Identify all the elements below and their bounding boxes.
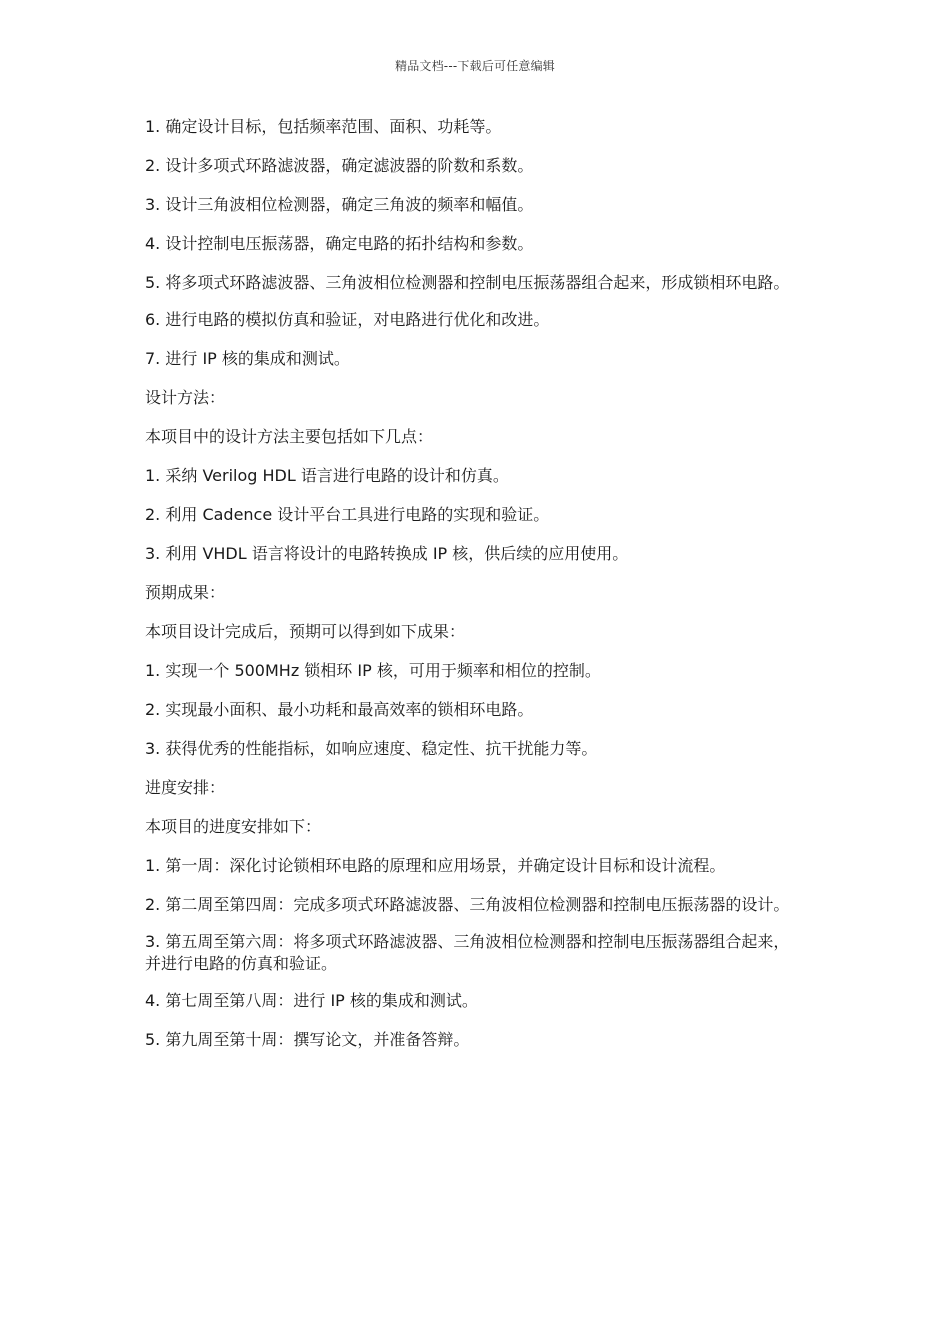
list-item-schedule-2: 2. 第二周至第四周：完成多项式环路滤波器、三角波相位检测器和控制电压振荡器的设计。 xyxy=(145,895,790,914)
list-item-step-4: 4. 设计控制电压振荡器，确定电路的拓扑结构和参数。 xyxy=(145,234,534,253)
section-intro-design-method: 本项目中的设计方法主要包括如下几点： xyxy=(145,427,434,446)
list-item-step-3: 3. 设计三角波相位检测器，确定三角波的频率和幅值。 xyxy=(145,195,534,214)
section-intro-schedule: 本项目的进度安排如下： xyxy=(145,817,322,836)
list-item-method-1: 1. 采纳 Verilog HDL 语言进行电路的设计和仿真。 xyxy=(145,466,509,485)
list-item-method-2: 2. 利用 Cadence 设计平台工具进行电路的实现和验证。 xyxy=(145,505,550,524)
document-body xyxy=(145,116,805,1068)
list-item-step-2: 2. 设计多项式环路滤波器，确定滤波器的阶数和系数。 xyxy=(145,156,534,175)
list-item-result-3: 3. 获得优秀的性能指标，如响应速度、稳定性、抗干扰能力等。 xyxy=(145,739,598,758)
section-heading-design-method: 设计方法： xyxy=(145,388,226,407)
list-item-method-3: 3. 利用 VHDL 语言将设计的电路转换成 IP 核，供后续的应用使用。 xyxy=(145,544,629,563)
list-item-schedule-4: 4. 第七周至第八周：进行 IP 核的集成和测试。 xyxy=(145,991,478,1010)
section-intro-expected-results: 本项目设计完成后，预期可以得到如下成果： xyxy=(145,622,466,641)
list-item-result-1: 1. 实现一个 500MHz 锁相环 IP 核，可用于频率和相位的控制。 xyxy=(145,661,601,680)
list-item-step-1: 1. 确定设计目标，包括频率范围、面积、功耗等。 xyxy=(145,117,502,136)
list-item-result-2: 2. 实现最小面积、最小功耗和最高效率的锁相环电路。 xyxy=(145,700,534,719)
list-item-step-6: 6. 进行电路的模拟仿真和验证，对电路进行优化和改进。 xyxy=(145,310,550,329)
list-item-step-7: 7. 进行 IP 核的集成和测试。 xyxy=(145,349,350,368)
page-header: 精品文档---下载后可任意编辑 xyxy=(395,59,555,73)
section-heading-schedule: 进度安排： xyxy=(145,778,226,797)
section-heading-expected-results: 预期成果： xyxy=(145,583,226,602)
list-item-schedule-3: 3. 第五周至第六周：将多项式环路滤波器、三角波相位检测器和控制电压振荡器组合起来，并进行电路的仿真和验证。 xyxy=(145,932,790,973)
list-item-schedule-1: 1. 第一周：深化讨论锁相环电路的原理和应用场景，并确定设计目标和设计流程。 xyxy=(145,856,726,875)
list-item-schedule-5: 5. 第九周至第十周：撰写论文，并准备答辩。 xyxy=(145,1030,470,1049)
list-item-step-5: 5. 将多项式环路滤波器、三角波相位检测器和控制电压振荡器组合起来，形成锁相环电路。 xyxy=(145,273,790,292)
